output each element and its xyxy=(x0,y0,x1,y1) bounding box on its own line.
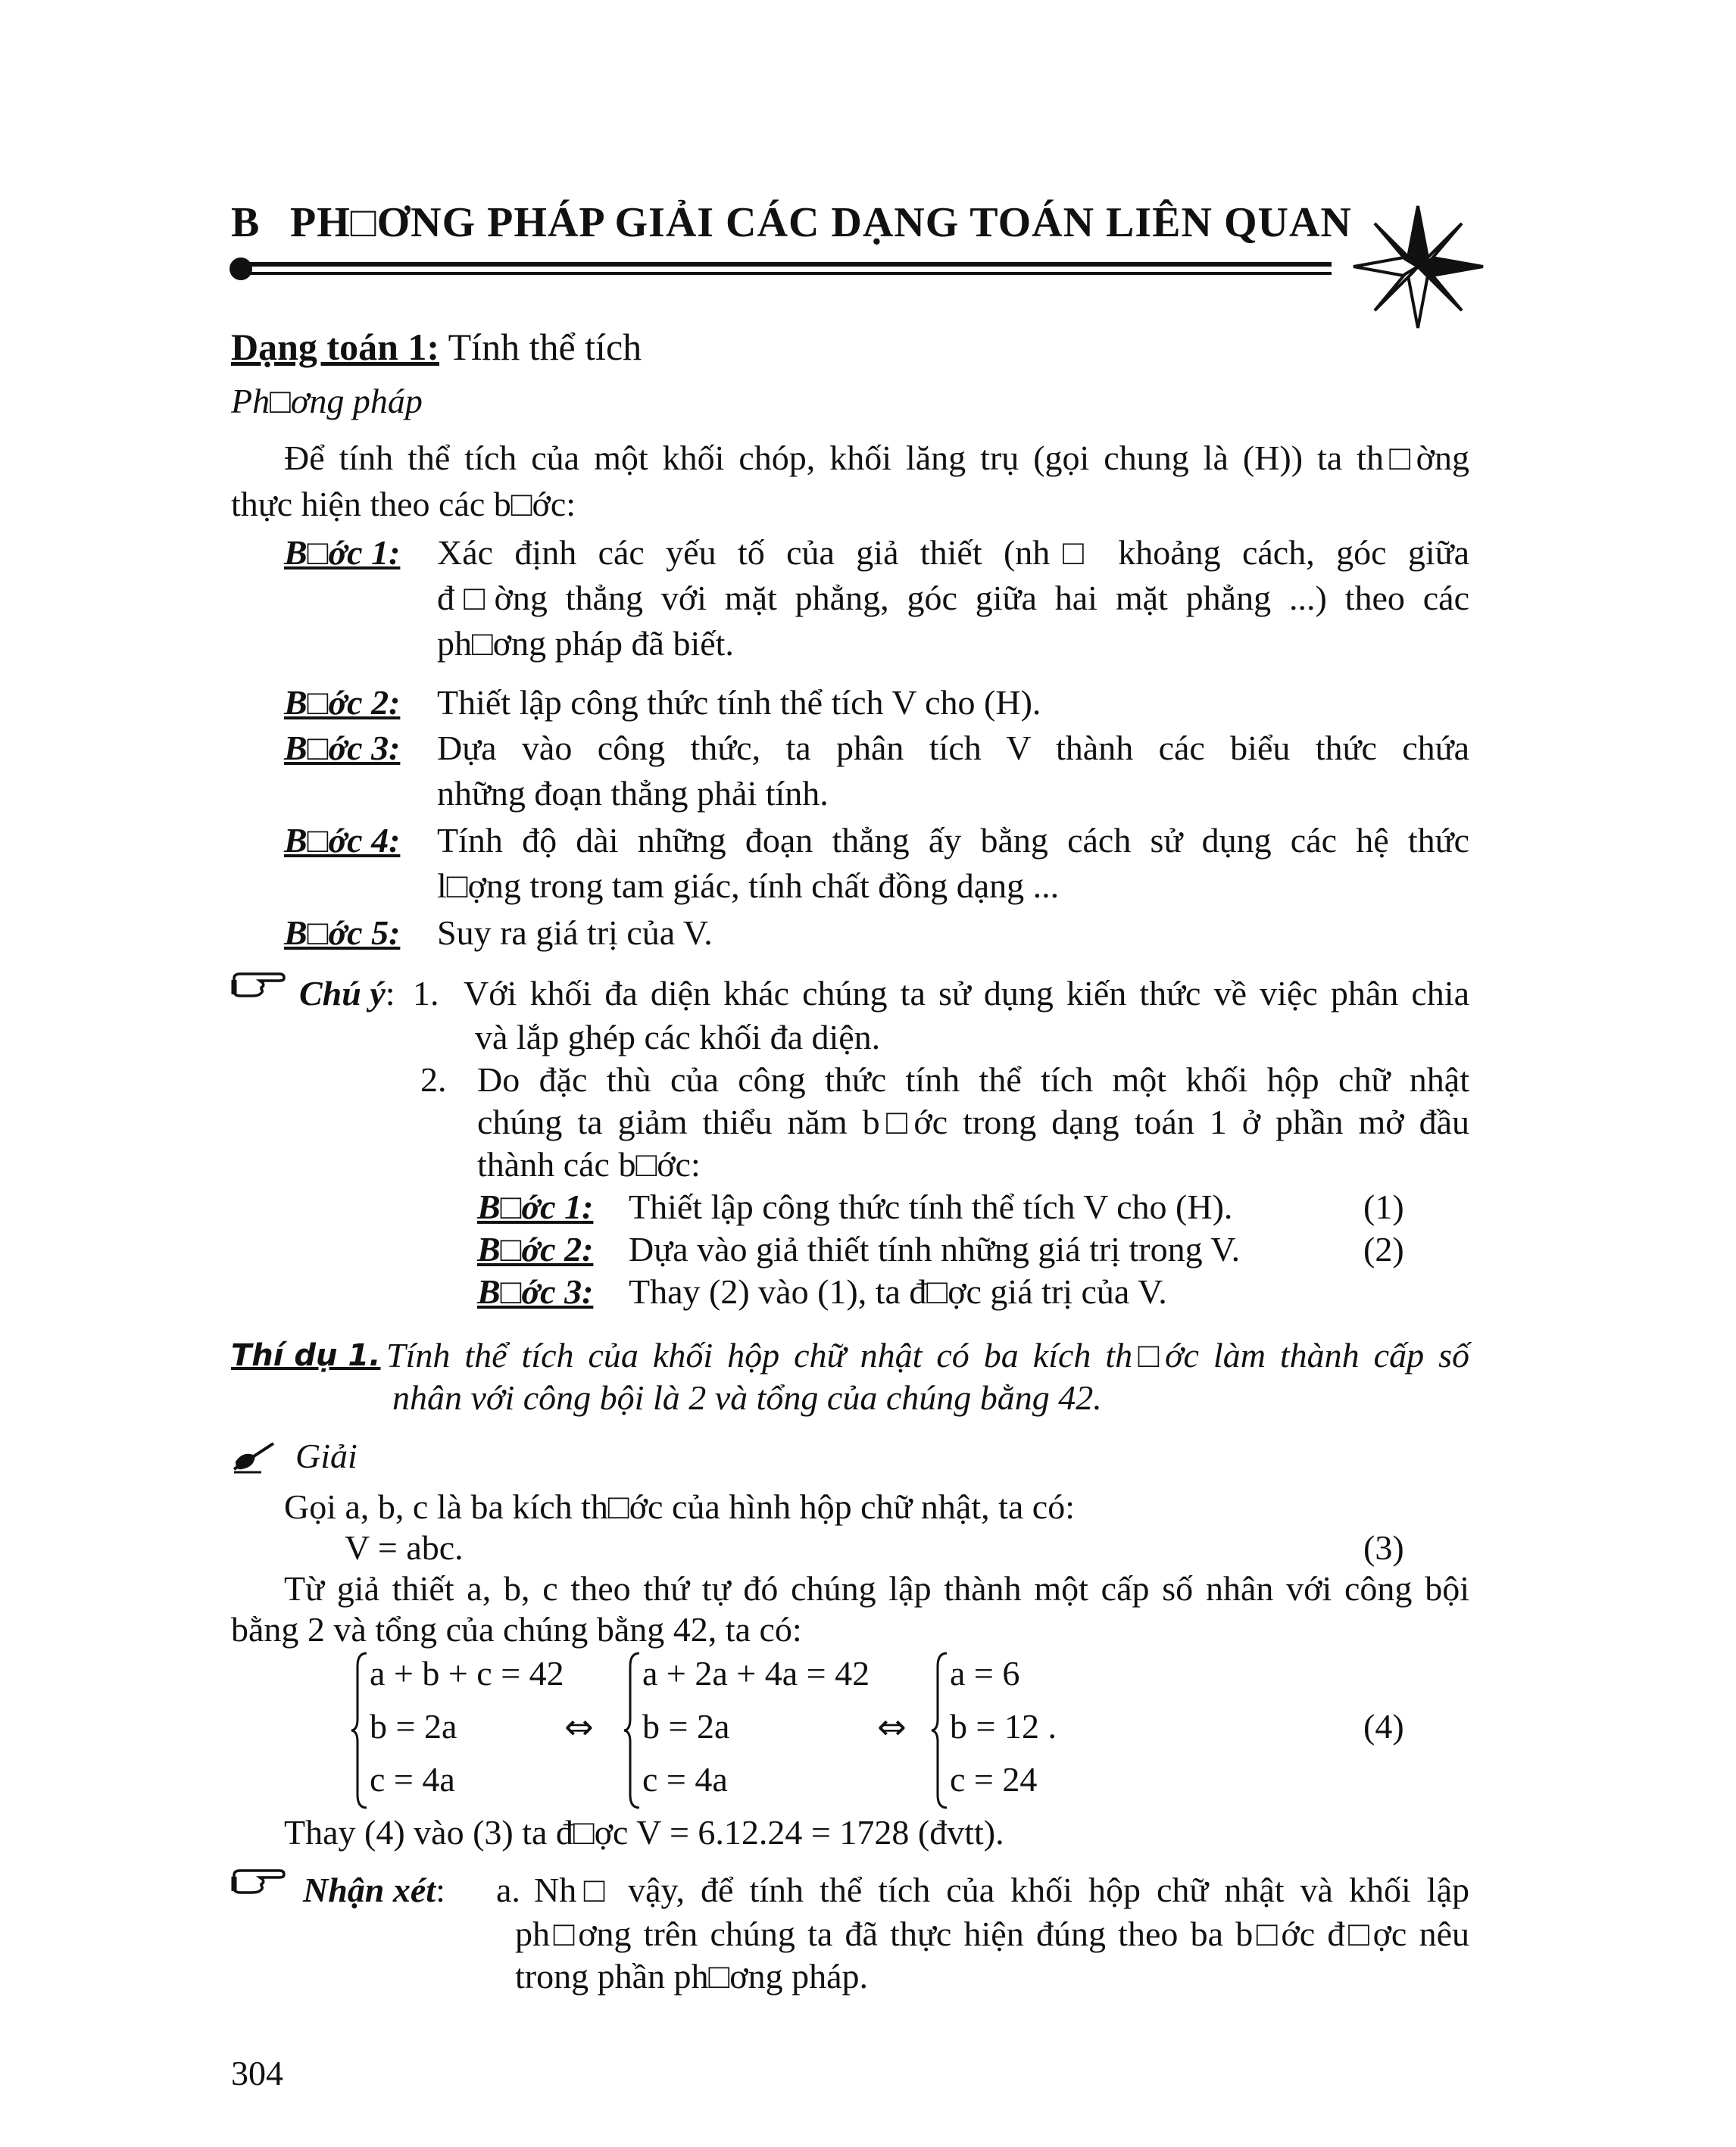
problem-type-title: Tính thể tích xyxy=(448,326,642,368)
problem-type-label: Dạng toán 1: xyxy=(231,326,440,368)
page-number: 304 xyxy=(231,2054,283,2092)
remark-item-letter: a. xyxy=(496,1871,520,1909)
step-3-line-2: những đoạn thẳng phải tính. xyxy=(437,774,829,813)
remark-label: Nhận xét xyxy=(303,1871,436,1909)
substep-2-text: Dựa vào giả thiết tính những giá trị trong V. xyxy=(629,1230,1241,1269)
note-item-2-line-3: thành các b□ớc: xyxy=(477,1145,701,1184)
substep-1-text: Thiết lập công thức tính thể tích V cho (H). xyxy=(629,1187,1233,1226)
note-colon: : xyxy=(385,974,395,1013)
system-1-eq-3: c = 4a xyxy=(370,1760,455,1799)
step-1-label: B□ớc 1: xyxy=(284,533,401,572)
step-2-line-1: Thiết lập công thức tính thể tích V cho (H). xyxy=(437,683,1041,722)
system-1-eq-2: b = 2a xyxy=(370,1707,457,1746)
equivalence-symbol-1: ⇔ xyxy=(564,1706,594,1747)
step-4-line-2: l□ợng trong tam giác, tính chất đồng dạng ... xyxy=(437,866,1060,905)
note-item-1-number: 1. xyxy=(413,974,439,1013)
note-item-2-line-2: chúng ta giảm thiểu năm b□ớc trong dạng toán 1 ở phần mở đầu xyxy=(477,1103,1469,1141)
note-item-2-line-1: Do đặc thù của công thức tính thể tích một khối hộp chữ nhật xyxy=(477,1060,1469,1099)
solution-line-1: Gọi a, b, c là ba kích th□ớc của hình hộp chữ nhật, ta có: xyxy=(284,1487,1076,1526)
substep-1-label: B□ớc 1: xyxy=(477,1187,594,1226)
remark-line-3: trong phần ph□ơng pháp. xyxy=(515,1957,869,1996)
step-4-label: B□ớc 4: xyxy=(284,821,401,860)
system-eq-number: (4) xyxy=(1363,1707,1404,1746)
system-3-eq-1: a = 6 xyxy=(950,1654,1020,1693)
equivalence-symbol-2: ⇔ xyxy=(877,1706,907,1747)
intro-line-2: thực hiện theo các b□ớc: xyxy=(231,485,576,523)
step-4-line-1: Tính độ dài những đoạn thẳng ấy bằng cách sử dụng các hệ thức xyxy=(437,821,1469,860)
step-1-line-1: Xác định các yếu tố của giả thiết (nh□ khoảng cách, góc giữa xyxy=(437,533,1469,572)
note-item-1-line-1: Với khối đa diện khác chúng ta sử dụng kiến thức về việc phân chia xyxy=(464,974,1469,1013)
writing-hand-icon xyxy=(231,1439,278,1474)
step-1-line-2: đ□ờng thẳng với mặt phẳng, góc giữa hai mặt phẳng ...) theo các xyxy=(437,579,1469,617)
left-brace-1 xyxy=(350,1651,370,1810)
system-2-eq-3: c = 4a xyxy=(642,1760,728,1799)
section-title: PH□ƠNG PHÁP GIẢI CÁC DẠNG TOÁN LIÊN QUAN xyxy=(290,199,1352,246)
left-brace-3 xyxy=(930,1651,950,1810)
pointing-hand-icon xyxy=(231,1868,286,1895)
compass-star-icon xyxy=(1352,204,1485,329)
solution-line-2: Từ giả thiết a, b, c theo thứ tự đó chúng lập thành một cấp số nhân với công bội xyxy=(284,1569,1469,1608)
system-1-eq-1: a + b + c = 42 xyxy=(370,1654,564,1693)
system-3-eq-2: b = 12 . xyxy=(950,1707,1057,1746)
step-5-label: B□ớc 5: xyxy=(284,913,401,952)
note-label: Chú ý xyxy=(299,974,386,1013)
substep-2-label: B□ớc 2: xyxy=(477,1230,594,1269)
substep-3-text: Thay (2) vào (1), ta đ□ợc giá trị của V. xyxy=(629,1272,1167,1311)
method-heading: Ph□ơng pháp xyxy=(231,382,423,420)
solution-eq-1-number: (3) xyxy=(1363,1528,1404,1567)
step-3-line-1: Dựa vào công thức, ta phân tích V thành các biểu thức chứa xyxy=(437,729,1469,767)
remark-colon: : xyxy=(436,1871,445,1909)
system-2-eq-1: a + 2a + 4a = 42 xyxy=(642,1654,870,1693)
remark-line-1: Nh□ vậy, để tính thể tích của khối hộp chữ nhật và khối lập xyxy=(534,1871,1469,1909)
heading-rule xyxy=(227,254,1333,284)
example-line-2: nhân với công bội là 2 và tổng của chúng bằng 42. xyxy=(392,1378,1102,1417)
left-brace-2 xyxy=(623,1651,642,1810)
example-label: Thí dụ 1. xyxy=(231,1338,381,1373)
pointing-hand-icon xyxy=(231,971,286,998)
substep-1-eq-number: (1) xyxy=(1363,1187,1404,1226)
substep-3-label: B□ớc 3: xyxy=(477,1272,594,1311)
substep-2-eq-number: (2) xyxy=(1363,1230,1404,1269)
solution-final: Thay (4) vào (3) ta đ□ợc V = 6.12.24 = 1728 (đvtt). xyxy=(284,1813,1004,1852)
remark-line-2: ph□ơng trên chúng ta đã thực hiện đúng theo ba b□ớc đ□ợc nêu xyxy=(515,1915,1469,1953)
solution-line-3: bằng 2 và tổng của chúng bằng 42, ta có: xyxy=(231,1610,802,1649)
note-item-1-line-2: và lắp ghép các khối đa diện. xyxy=(475,1018,881,1056)
system-3-eq-3: c = 24 xyxy=(950,1760,1038,1799)
step-3-label: B□ớc 3: xyxy=(284,729,401,767)
step-1-line-3: ph□ơng pháp đã biết. xyxy=(437,624,734,663)
example-line-1: Tính thể tích của khối hộp chữ nhật có ba kích th□ớc làm thành cấp số xyxy=(386,1336,1469,1375)
step-2-label: B□ớc 2: xyxy=(284,683,401,722)
solution-label: Giải xyxy=(295,1437,358,1475)
step-5-line-1: Suy ra giá trị của V. xyxy=(437,913,713,952)
system-2-eq-2: b = 2a xyxy=(642,1707,730,1746)
intro-line-1: Để tính thể tích của một khối chóp, khối lăng trụ (gọi chung là (H)) ta th□ờng xyxy=(284,438,1469,477)
section-letter: B xyxy=(231,199,261,246)
note-item-2-number: 2. xyxy=(420,1060,447,1099)
solution-eq-1: V = abc. xyxy=(345,1528,464,1567)
